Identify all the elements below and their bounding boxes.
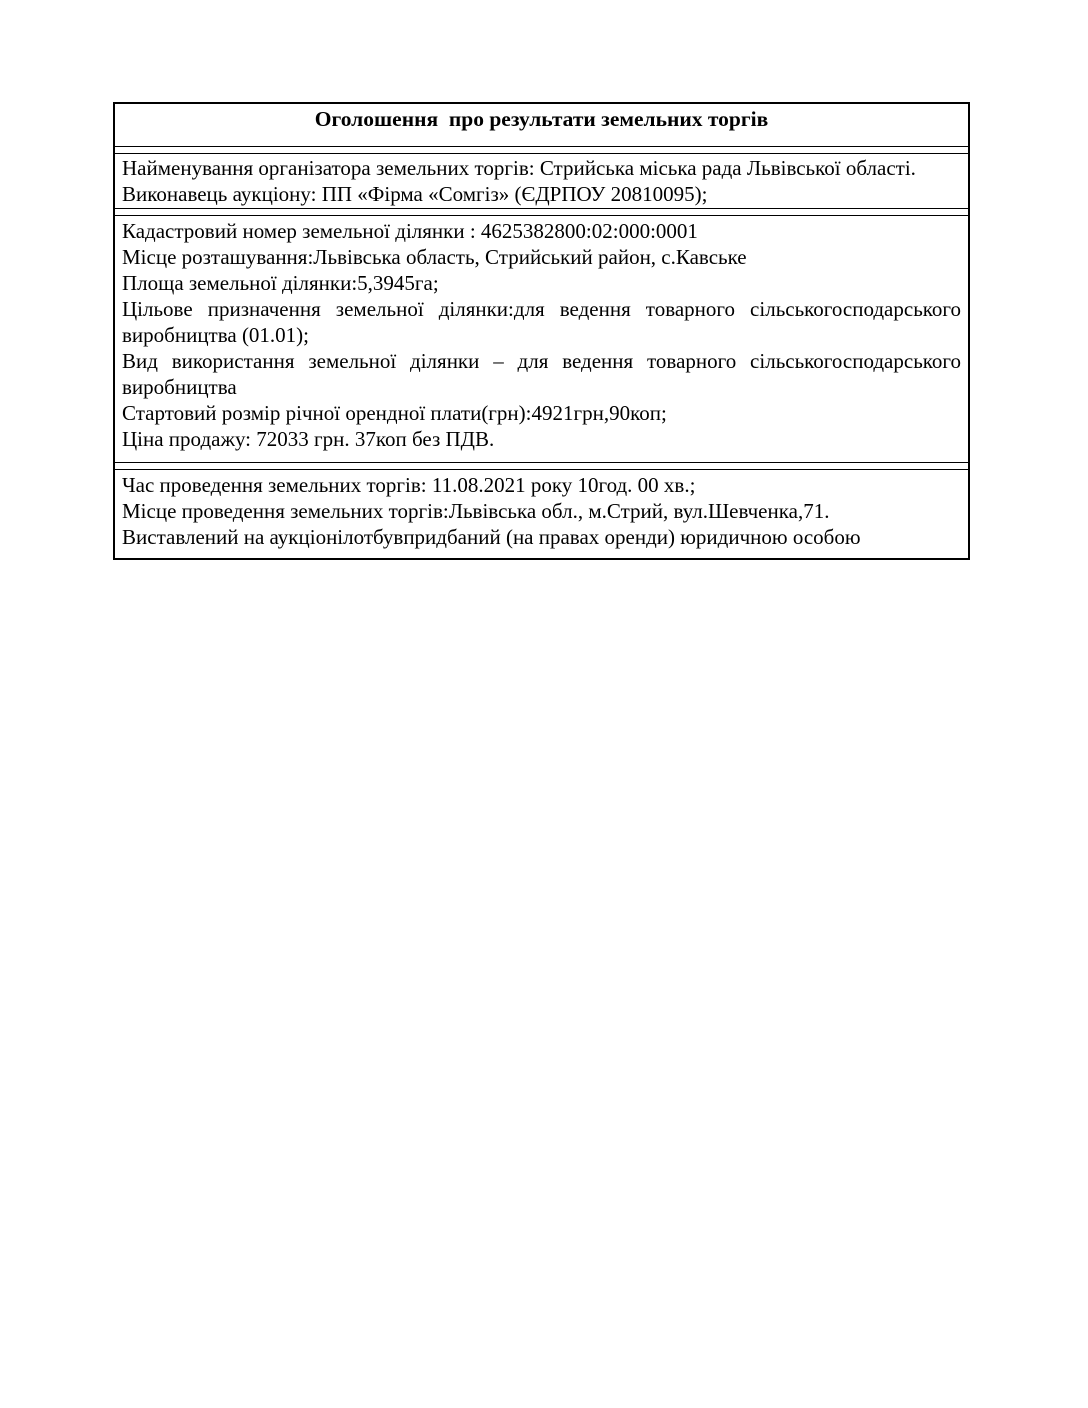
location-line: Місце розташування:Львівська область, Стрийський район, с.Кавське xyxy=(122,245,747,269)
organizer-line: Найменування організатора земельних торгів: Стрийська міська рада Львівської області. xyxy=(122,156,916,180)
start-rent-line: Стартовий розмір річної орендної плати(грн):4921грн,90коп; xyxy=(122,401,667,425)
table-row-parcel xyxy=(115,215,968,463)
executor-line: Виконавець аукціону: ПП «Фірма «Сомгіз» (ЄДРПОУ 20810095); xyxy=(122,182,708,206)
cadastral-number-line: Кадастровий номер земельної ділянки : 4625382800:02:000:0001 xyxy=(122,219,698,243)
document-title: Оголошення про результати земельних торгів xyxy=(314,107,769,131)
usage-line: Вид використання земельної ділянки – для ведення товарного сільськогосподарського виробництва xyxy=(122,349,961,399)
auction-time-line: Час проведення земельних торгів: 11.08.2021 року 10год. 00 хв.; xyxy=(122,473,696,497)
table-row-auction xyxy=(115,469,968,558)
auction-result-line: Виставлений на аукціонілотбувпридбаний (на правах оренди) юридичною особою xyxy=(122,525,861,549)
table-row-organizer xyxy=(115,153,968,209)
purpose-line: Цільове призначення земельної ділянки:для ведення товарного сільськогосподарського виробництва (01.01); xyxy=(122,297,961,347)
sale-price-line: Ціна продажу: 72033 грн. 37коп без ПДВ. xyxy=(122,427,495,451)
area-line: Площа земельної ділянки:5,3945га; xyxy=(122,271,439,295)
auction-place-line: Місце проведення земельних торгів:Львівська обл., м.Стрий, вул.Шевченка,71. xyxy=(122,499,830,523)
table-row-title xyxy=(115,104,968,147)
announcement-table xyxy=(113,102,970,560)
